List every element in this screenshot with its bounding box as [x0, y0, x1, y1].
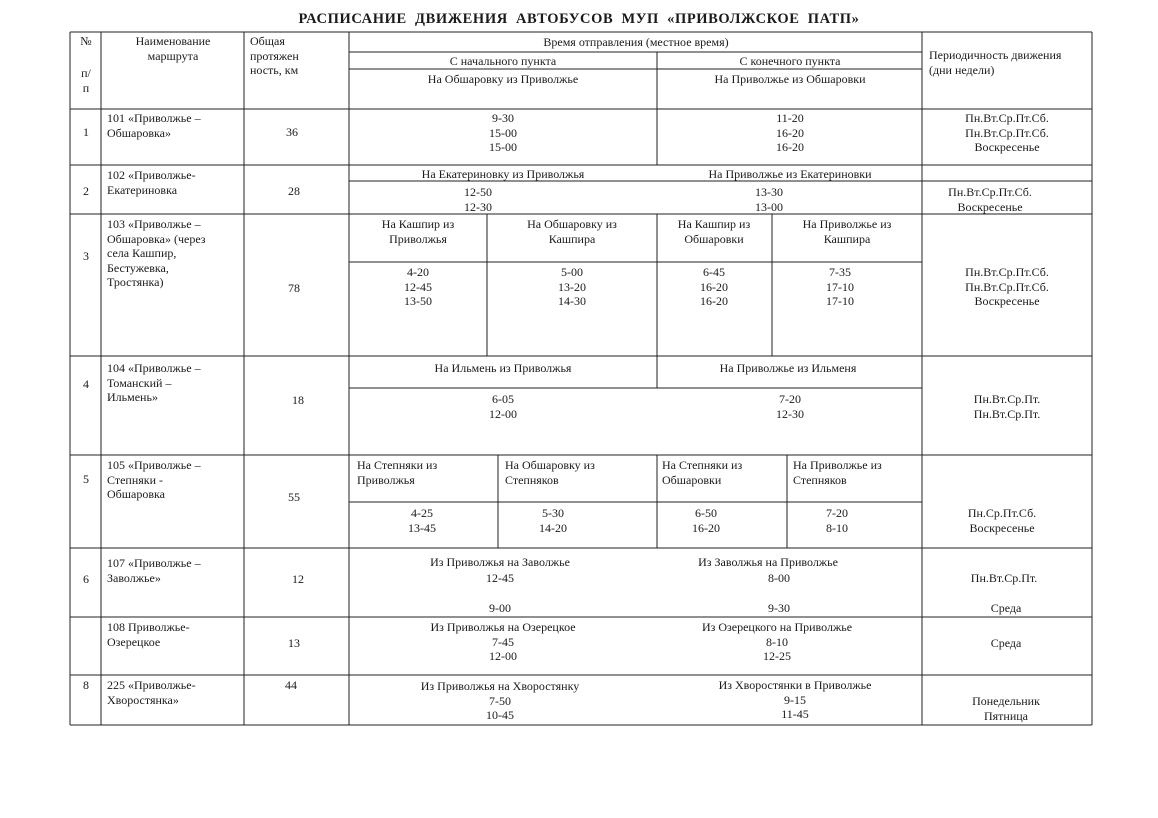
- row-5-subtimes-1: 4-25 13-45: [408, 506, 436, 535]
- row-3-subtimes-1: 4-20 12-45 13-50: [404, 265, 432, 308]
- row-6-start-direction: Из Приволжья на Заволжье: [430, 555, 570, 569]
- header-route-name: Наименование маршрута: [135, 34, 211, 63]
- row-6-start-time-1: 12-45: [486, 571, 514, 585]
- row-4-start-direction: На Ильмень из Приволжья: [434, 361, 572, 375]
- row-1-length: 36: [286, 125, 298, 139]
- row-2-start-direction: На Екатериновку из Приволжья: [421, 167, 585, 181]
- row-5-length: 55: [288, 490, 300, 504]
- row-8-days: Понедельник Пятница: [972, 694, 1040, 723]
- row-5-days: Пн.Ср.Пт.Сб. Воскресенье: [967, 506, 1037, 535]
- row-1-start-times: 9-30 15-00 15-00: [489, 111, 517, 154]
- row-5-num: 5: [83, 472, 89, 486]
- row-5-subdirection-4: На Приволжье из Степняков: [793, 458, 882, 487]
- header-direction-start: На Обшаровку из Приволжье: [427, 72, 579, 86]
- row-5-subtimes-2: 5-30 14-20: [539, 506, 567, 535]
- row-6-end-time-1: 8-00: [768, 571, 790, 585]
- row-3-subdirection-2: На Обшаровку из Кашпира: [527, 217, 617, 246]
- row-3-subdirection-4: На Приволжье из Кашпира: [802, 217, 892, 246]
- row-8-route-name: 225 «Приволжье- Хворостянка»: [107, 678, 196, 707]
- row-6-end-direction: Из Заволжья на Приволжье: [698, 555, 838, 569]
- row-3-num: 3: [83, 249, 89, 263]
- row-1-end-times: 11-20 16-20 16-20: [776, 111, 804, 154]
- header-num: №: [80, 34, 92, 48]
- row-8-start-block: Из Приволжья на Хворостянку 7-50 10-45: [420, 679, 580, 722]
- row-3-subtimes-2: 5-00 13-20 14-30: [558, 265, 586, 308]
- row-7-route-name: 108 Приволжье- Озерецкое: [107, 620, 190, 649]
- row-7-length: 13: [288, 636, 300, 650]
- row-3-subtimes-3: 6-45 16-20 16-20: [700, 265, 728, 308]
- row-5-subdirection-1: На Степняки из Приволжья: [357, 458, 438, 487]
- row-1-route-name: 101 «Приволжье – Обшаровка»: [107, 111, 201, 140]
- row-3-route-name: 103 «Приволжье – Обшаровка» (через села Кашпир, Бестужевка, Тростянка): [107, 217, 206, 289]
- row-2-start-times: 12-50 12-30: [464, 185, 492, 214]
- row-2-end-direction: На Приволжье из Екатериновки: [708, 167, 872, 181]
- row-3-length: 78: [288, 281, 300, 295]
- header-num-sub: п/ п: [81, 66, 91, 95]
- row-3-subtimes-4: 7-35 17-10 17-10: [826, 265, 854, 308]
- row-5-subdirection-2: На Обшаровку из Степняков: [505, 458, 595, 487]
- row-4-start-times: 6-05 12-00: [489, 392, 517, 421]
- row-5-subdirection-3: На Степняки из Обшаровки: [662, 458, 743, 487]
- row-6-days-1: Пн.Вт.Ср.Пт.: [970, 571, 1038, 585]
- row-5-subtimes-4: 7-20 8-10: [826, 506, 848, 535]
- row-8-num: 8: [83, 678, 89, 692]
- row-3-subdirection-3: На Кашпир из Обшаровки: [677, 217, 751, 246]
- header-length: Общая протяжен ность, км: [250, 34, 299, 77]
- row-4-length: 18: [292, 393, 304, 407]
- row-6-days-2: Среда: [990, 601, 1022, 615]
- row-7-end-block: Из Озерецкого на Приволжье 8-10 12-25: [701, 620, 853, 663]
- row-8-length: 44: [285, 678, 297, 692]
- row-6-num: 6: [83, 572, 89, 586]
- header-departure: Время отправления (местное время): [543, 35, 729, 49]
- row-4-end-times: 7-20 12-30: [776, 392, 804, 421]
- row-4-route-name: 104 «Приволжье – Томанский – Ильмень»: [107, 361, 201, 404]
- row-7-start-block: Из Приволжья на Озерецкое 7-45 12-00: [430, 620, 576, 663]
- row-2-days: Пн.Вт.Ср.Пт.Сб. Воскресенье: [948, 185, 1032, 214]
- header-frequency: Периодичность движения (дни недели): [929, 48, 1062, 77]
- row-3-days: Пн.Вт.Ср.Пт.Сб. Пн.Вт.Ср.Пт.Сб. Воскресенье: [965, 265, 1049, 308]
- header-from-end: С конечного пункта: [739, 54, 841, 68]
- row-6-start-time-2: 9-00: [489, 601, 511, 615]
- row-1-days: Пн.Вт.Ср.Пт.Сб. Пн.Вт.Ср.Пт.Сб. Воскресенье: [965, 111, 1049, 154]
- row-8-end-block: Из Хворостянки в Приволжье 9-15 11-45: [718, 678, 872, 721]
- row-4-days: Пн.Вт.Ср.Пт. Пн.Вт.Ср.Пт.: [973, 392, 1041, 421]
- row-2-num: 2: [83, 184, 89, 198]
- row-6-end-time-2: 9-30: [768, 601, 790, 615]
- row-3-subdirection-1: На Кашпир из Приволжья: [381, 217, 455, 246]
- header-direction-end: На Приволжье из Обшаровки: [714, 72, 866, 86]
- row-5-subtimes-3: 6-50 16-20: [692, 506, 720, 535]
- row-2-end-times: 13-30 13-00: [755, 185, 783, 214]
- row-7-days: Среда: [990, 636, 1022, 650]
- row-1-num: 1: [83, 125, 89, 139]
- row-5-route-name: 105 «Приволжье – Степняки - Обшаровка: [107, 458, 201, 501]
- row-2-route-name: 102 «Приволжье- Екатериновка: [107, 168, 196, 197]
- page-title: РАСПИСАНИЕ ДВИЖЕНИЯ АВТОБУСОВ МУП «ПРИВОЛЖСКОЕ ПАТП»: [298, 11, 860, 27]
- row-4-num: 4: [83, 377, 89, 391]
- row-2-length: 28: [288, 184, 300, 198]
- row-4-end-direction: На Приволжье из Ильменя: [719, 361, 857, 375]
- row-6-length: 12: [292, 572, 304, 586]
- header-from-start: С начального пункта: [449, 54, 557, 68]
- row-6-route-name: 107 «Приволжье – Заволжье»: [107, 556, 201, 585]
